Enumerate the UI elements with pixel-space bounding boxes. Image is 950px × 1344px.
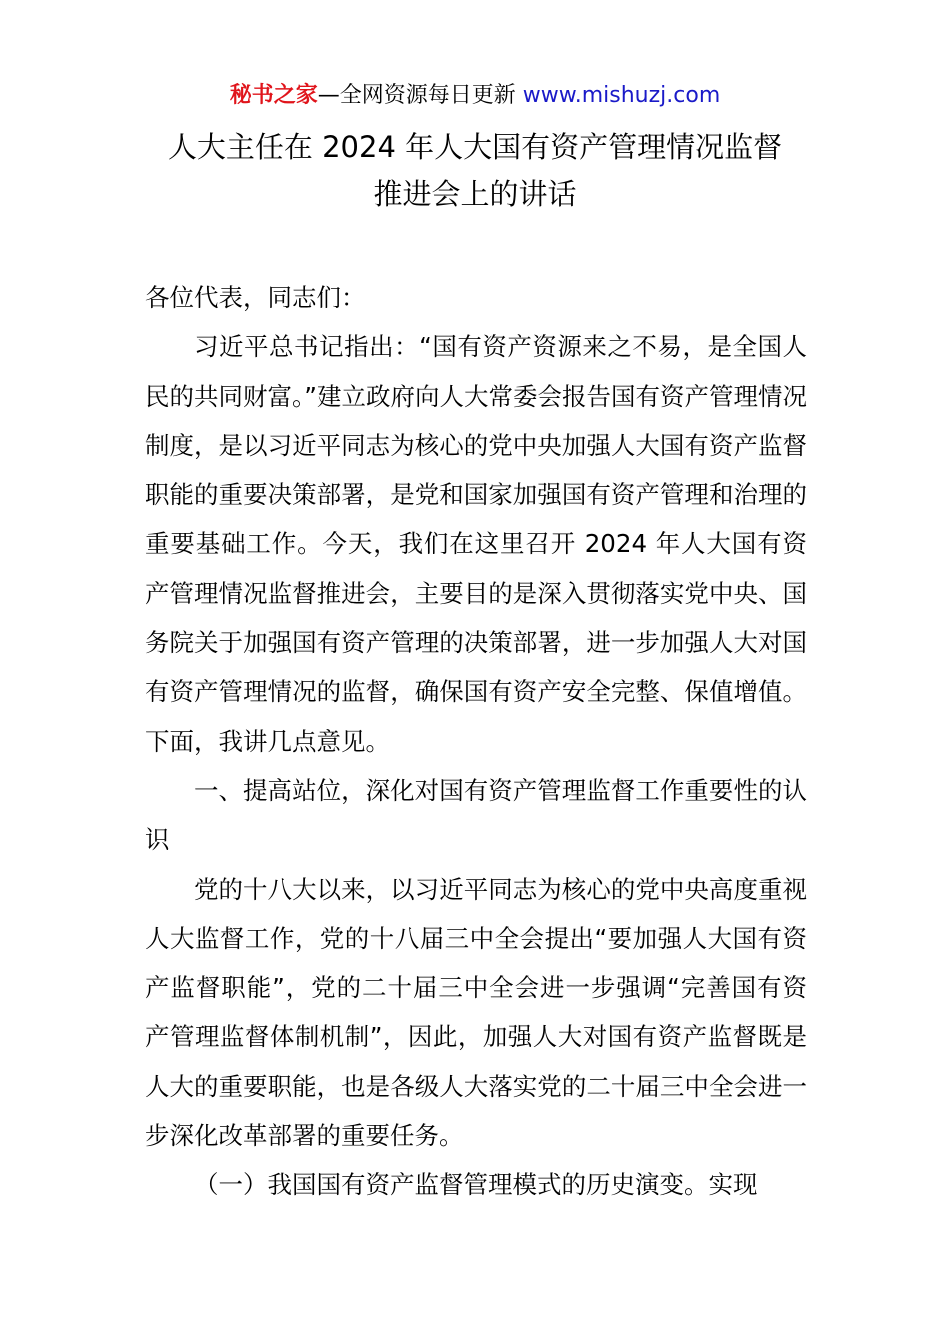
site-brand: 秘书之家 xyxy=(229,83,318,108)
title-line-2: 推进会上的讲话 xyxy=(373,177,577,211)
document-title xyxy=(120,124,830,218)
salutation: 各位代表，同志们： xyxy=(145,283,366,312)
site-header xyxy=(0,80,950,112)
document-body xyxy=(145,273,807,1210)
paragraph-section-1: 党的十八大以来，以习近平同志为核心的党中央高度重视人大监督工作，党的十八届三中全会提出“要加强人大国有资产监督职能”，党的二十届三中全会进一步强调“完善国有资产管理监督体制机制”，因此，加强人大对国有资产监督既是人大的重要职能，也是各级人大落实党的二十届三中全会进一步深化改革部署的重要任务。 xyxy=(145,874,807,1151)
title-line-1: 人大主任在 2024 年人大国有资产管理情况监督 xyxy=(167,130,783,164)
site-url-link[interactable]: www.mishuzj.com xyxy=(522,83,721,108)
subsection-heading-1: （一）我国国有资产监督管理模式的历史演变。实现 xyxy=(194,1170,758,1200)
paragraph-intro: 习近平总书记指出：“国有资产资源来之不易，是全国人民的共同财富。”建立政府向人大常委会报告国有资产管理情况制度，是以习近平同志为核心的党中央加强人大国有资产监督职能的重要决策部署，是党和国家加强国有资产管理和治理的重要基础工作。今天，我们在这里召开 2024 年人大国有资产管理情况监督推进会，主要目的是深入贯彻落实党中央、国务院关于加强国有资产管理的决策部署，进一步加强人大对国有资产管理情况的监督，确保国有资产安全完整、保值增值。下面，我讲几点意见。 xyxy=(145,332,807,756)
site-slogan: —全网资源每日更新 xyxy=(317,83,523,108)
section-heading-1: 一、提高站位，深化对国有资产管理监督工作重要性的认识 xyxy=(145,775,807,855)
